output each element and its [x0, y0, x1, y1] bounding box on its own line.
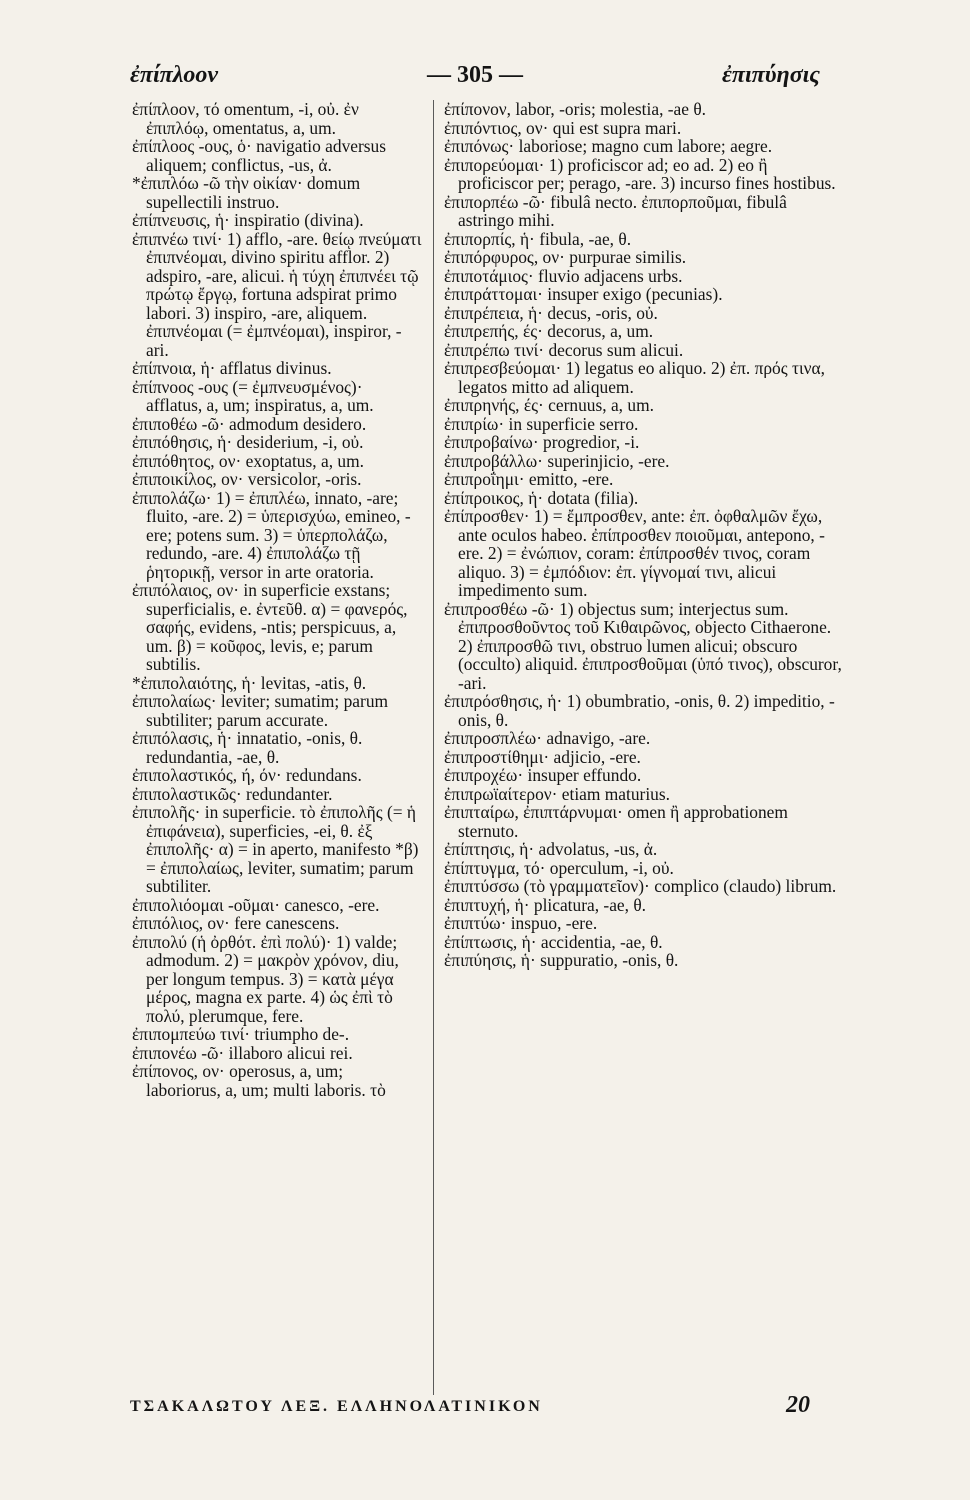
page-number: — 305 —: [427, 62, 523, 88]
dictionary-entry: ἐπιπροΐημι· emitto, -ere.: [444, 469, 614, 489]
header-left-word: ἐπίπλοον: [130, 62, 219, 88]
dictionary-entry: ἐπίπλοον, τό omentum, -i, οὐ. ἐν ἐπιπλόῳ, omentatus, a, um.: [132, 99, 359, 138]
dictionary-entry: ἐπιπνέω τινί· 1) afflo, -are. θείῳ πνεύματι ἐπιπνέομαι, divino spiritu afflor. 2) adspiro, -are, alicui. ἡ τύχη ἐπιπνέει τῷ πρώτῳ ἔργῳ, fortuna adspirat primo labori. 3) inspiro, -are, aliquem. ἐπιπνέομαι (= ἐμπνέομαι), inspiror, -ari.: [132, 228, 422, 360]
dictionary-entry: ἐπιπρεπής, ές· decorus, a, um.: [444, 321, 654, 341]
signature-mark: 20: [786, 1392, 810, 1418]
dictionary-entry: ἐπιπρίω· in superficie serro.: [444, 413, 639, 434]
dictionary-entry: ἐπίπνευσις, ἡ· inspiratio (divina).: [132, 210, 364, 230]
dictionary-entry: ἐπίπνοια, ἡ· afflatus divinus.: [132, 358, 332, 378]
dictionary-entry: ἐπιπόρφυρος, ον· purpurae similis.: [444, 247, 687, 267]
dictionary-entry: ἐπιπομπεύω τινί· triumpho de-.: [132, 1024, 350, 1044]
dictionary-entry: ἐπιπολαστικῶς· redundanter.: [132, 783, 333, 804]
dictionary-entry: ἐπιπροσπλέω· adnavigo, -are.: [444, 728, 651, 748]
left-column: [132, 100, 422, 1099]
dictionary-entry: ἐπιπολαστικός, ή, όν· redundans.: [132, 765, 362, 785]
dictionary-entry: ἐπιπρέπεια, ἡ· decus, -oris, οὐ.: [444, 302, 658, 323]
dictionary-entry: ἐπιπτύσσω (τὸ γραμματεῖον)· complico (claudo) librum.: [444, 876, 837, 896]
dictionary-entry: ἐπιπύησις, ἡ· suppuratio, -onis, θ.: [444, 950, 679, 970]
dictionary-entry: ἐπίπτησις, ἡ· advolatus, -us, ἀ.: [444, 839, 658, 859]
dictionary-entry: ἐπιπορεύομαι· 1) proficiscor ad; eo ad. 2) eo ἢ proficiscor per; perago, -are. 3) incurso fines hostibus.: [444, 154, 836, 193]
header-right-word: ἐπιπύησις: [722, 62, 820, 88]
dictionary-entry: ἐπιπτυχή, ἡ· plicatura, -ae, θ.: [444, 894, 647, 915]
dictionary-entry: ἐπιπόθησις, ἡ· desiderium, -i, οὐ.: [132, 432, 364, 452]
dictionary-entry: ἐπιπροστίθημι· adjicio, -ere.: [444, 746, 641, 767]
dictionary-columns: [132, 100, 842, 1395]
dictionary-entry: ἐπίπροικος, ἡ· dotata (filia).: [444, 487, 639, 508]
dictionary-entry: ἐπίπτυγμα, τό· operculum, -i, οὐ.: [444, 857, 674, 878]
dictionary-entry: ἐπιπρωϊαίτερον· etiam maturius.: [444, 783, 670, 804]
dictionary-entry: ἐπιπροβάλλω· superinjicio, -ere.: [444, 450, 670, 471]
dictionary-entry: ἐπίπλοος -ους, ὁ· navigatio adversus aliquem; conflictus, -us, ἀ.: [132, 136, 387, 175]
dictionary-entry: ἐπίπτωσις, ἡ· accidentia, -ae, θ.: [444, 931, 663, 952]
dictionary-entry: ἐπιπολύ (ἡ ὀρθότ. ἐπὶ πολύ)· 1) valde; admodum. 2) = μακρὸν χρόνον, diu, per longum tempus. 3) = κατὰ μέγα μέρος, magna ex parte. 4) ὡς ἐπὶ τὸ πολύ, plerumque, fere.: [132, 931, 399, 1026]
dictionary-entry: ἐπιπροβαίνω· progredior, -i.: [444, 432, 640, 452]
right-column: [444, 100, 844, 970]
dictionary-entry: ἐπιποτάμιος· fluvio adjacens urbs.: [444, 265, 683, 286]
dictionary-entry: ἐπίπονος, ον· operosus, a, um; laboriorus, a, um; multi laboris. τὸ: [132, 1061, 386, 1100]
dictionary-entry: *ἐπιπλόω -ῶ τὴν οἰκίαν· domum supellectili instruo.: [132, 173, 361, 212]
dictionary-entry: ἐπίπροσθεν· 1) = ἔμπροσθεν, ante: ἐπ. ὀφθαλμῶν ἔχω, ante oculos habeo. ἐπίπροσθεν ποιοῦμαι, antepono, -ere. 2) = ἐνώπιον, coram: ἐπίπροσθέν τινος, coram aliquo. 3) = ἐμπόδιον: ἐπ. γίγνομαί τινι, alicui impedimento sum.: [444, 506, 825, 600]
page-header: [130, 52, 820, 92]
dictionary-entry: ἐπιπτύω· inspuo, -ere.: [444, 913, 598, 933]
dictionary-entry: ἐπιπόθητος, ον· exoptatus, a, um.: [132, 450, 364, 471]
dictionary-entry: ἐπιποθέω -ῶ· admodum desidero.: [132, 413, 367, 434]
dictionary-entry: ἐπιποικίλος, ον· versicolor, -oris.: [132, 469, 362, 489]
dictionary-entry: ἐπιπονέω -ῶ· illaboro alicui rei.: [132, 1042, 353, 1063]
dictionary-entry: ἐπιπράττομαι· insuper exigo (pecunias).: [444, 284, 723, 304]
dictionary-entry: ἐπιπρέπω τινί· decorus sum alicui.: [444, 339, 684, 360]
dictionary-entry: ἐπιπολαίως· leviter; sumatim; parum subtiliter; parum accurate.: [132, 691, 389, 730]
dictionary-entry: ἐπιπορπίς, ἡ· fibula, -ae, θ.: [444, 228, 632, 249]
dictionary-entry: ἐπιπόντιος, ον· qui est supra mari.: [444, 117, 682, 138]
dictionary-entry: ἐπιπόνως· laboriose; magno cum labore; aegre.: [444, 136, 773, 156]
dictionary-entry: ἐπιπολῆς· in superficie. τὸ ἐπιπολῆς (= ἡ ἐπιφάνεια), superficies, -ei, θ. ἐξ ἐπιπολῆς· α) = in aperto, manifesto *β) = ἐπιπολαίως, leviter, sumatim; parum subtiliter.: [132, 802, 419, 896]
dictionary-entry: *ἐπιπολαιότης, ἡ· levitas, -atis, θ.: [132, 672, 367, 693]
dictionary-entry: ἐπιπολάζω· 1) = ἐπιπλέω, innato, -are; fluito, -are. 2) = ὑπερισχύω, emineo, -ere; potens sum. 3) = ὑπερπολάζω, redundo, -are. 4) ἐπιπολάζω τῇ ῥητορικῇ, versor in arte oratoria.: [132, 487, 411, 582]
dictionary-entry: ἐπιπρεσβεύομαι· 1) legatus eo aliquo. 2) ἐπ. πρός τινα, legatos mitto ad aliquem.: [444, 358, 825, 397]
dictionary-entry: ἐπιπρηνής, ές· cernuus, a, um.: [444, 395, 654, 415]
column-divider: [433, 100, 434, 1395]
dictionary-entry: ἐπιπόλιος, ον· fere canescens.: [132, 913, 340, 933]
dictionary-entry: ἐπιπόλαιος, ον· in superficie exstans; superficialis, e. ἐντεῦθ. α) = φανερός, σαφής, evidens, -ntis; perspicuus, a, um. β) = κοῦφος, levis, e; parum subtilis.: [132, 580, 408, 674]
dictionary-entry: ἐπιπροχέω· insuper effundo.: [444, 765, 642, 785]
footer-imprint: ΤΣΑΚΑΛΩΤΟΥ ΛΕΞ. ΕΛΛΗΝΟΛΑΤΙΝΙΚΟΝ: [130, 1398, 543, 1415]
dictionary-entry: ἐπιπορπέω -ῶ· fibulâ necto. ἐπιπορποῦμαι, fibulâ astringo mihi.: [444, 191, 787, 230]
dictionary-entry: ἐπιπόλασις, ἡ· innatatio, -onis, θ. redundantia, -ae, θ.: [132, 728, 363, 767]
dictionary-entry: ἐπιπταίρω, ἐπιπτάρνυμαι· omen ἢ approbationem sternuto.: [444, 802, 788, 841]
dictionary-entry: ἐπιπρόσθησις, ἡ· 1) obumbratio, -onis, θ. 2) impeditio, -onis, θ.: [444, 691, 835, 730]
dictionary-entry: ἐπίπνοος -ους (= ἐμπνευσμένος)· afflatus, a, um; inspiratus, a, um.: [132, 376, 374, 415]
dictionary-entry: ἐπιπροσθέω -ῶ· 1) objectus sum; interjectus sum. ἐπιπροσθοῦντος τοῦ Κιθαιρῶνος, objecto Cithaerone. 2) ἐπιπροσθῶ τινι, obstruo lumen alicui; obscuro (occulto) aliquid. ἐπιπροσθοῦμαι (ὑπό τινος), obscuror, -ari.: [444, 598, 842, 693]
page-footer: [130, 1392, 830, 1428]
dictionary-entry: ἐπίπονον, labor, -oris; molestia, -ae θ.: [444, 99, 707, 119]
dictionary-entry: ἐπιπολιόομαι -οῦμαι· canesco, -ere.: [132, 894, 380, 915]
